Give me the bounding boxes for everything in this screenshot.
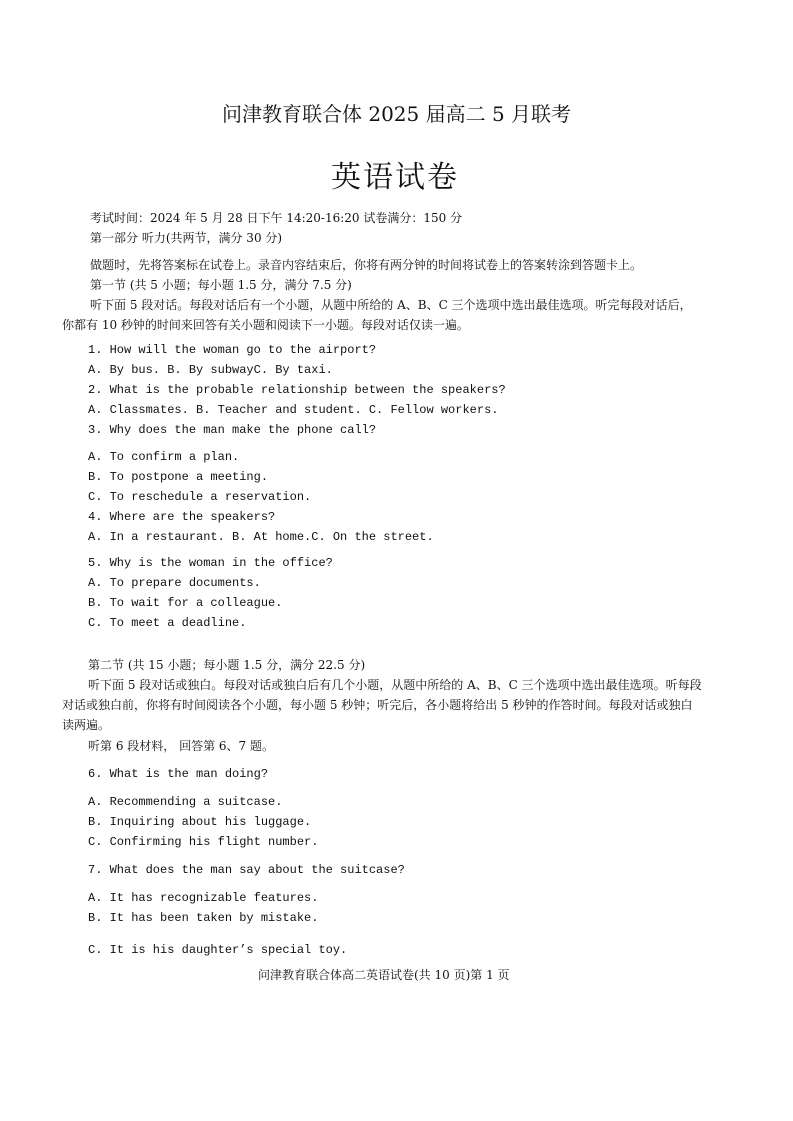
question-2-options: A. Classmates. B. Teacher and student. C. Fellow workers. xyxy=(88,403,499,417)
question-3: 3. Why does the man make the phone call? xyxy=(88,423,377,437)
question-6-option-b: B. Inquiring about his luggage. xyxy=(88,815,312,829)
part1-instruction: 做题时，先将答案标在试卷上。录音内容结束后，你将有两分钟的时间将试卷上的答案转涂到答题卡上。 xyxy=(90,258,643,272)
exam-subject-title: 英语试卷 xyxy=(331,160,459,195)
question-6: 6. What is the man doing? xyxy=(88,767,269,781)
question-1: 1. How will the woman go to the airport? xyxy=(88,343,377,357)
section2-instruction-line2: 对话或独白前，你将有时间阅读各个小题，每小题 5 秒钟；听完后，各小题将给出 5 秒钟的作答时间。每段对话或独白 xyxy=(62,698,693,712)
question-2: 2. What is the probable relationship between the speakers? xyxy=(88,383,506,397)
question-3-option-c: C. To reschedule a reservation. xyxy=(88,490,312,504)
question-5-option-a: A. To prepare documents. xyxy=(88,576,261,590)
question-7-option-b: B. It has been taken by mistake. xyxy=(88,911,319,925)
question-3-option-a: A. To confirm a plan. xyxy=(88,450,240,464)
page-footer: 问津教育联合体高二英语试卷(共 10 页)第 1 页 xyxy=(258,968,510,982)
material-6-instruction: 听第 6 段材料， 回答第 6、7 题。 xyxy=(88,739,274,753)
section1-title: 第一节 (共 5 小题；每小题 1.5 分，满分 7.5 分) xyxy=(90,278,352,292)
question-4: 4. Where are the speakers? xyxy=(88,510,276,524)
exam-header: 问津教育联合体 2025 届高二 5 月联考 xyxy=(222,102,572,126)
question-6-option-a: A. Recommending a suitcase. xyxy=(88,795,283,809)
question-7: 7. What does the man say about the suitcase? xyxy=(88,863,405,877)
section2-title: 第二节 (共 15 小题；每小题 1.5 分，满分 22.5 分) xyxy=(88,658,366,672)
part1-title: 第一部分 听力(共两节，满分 30 分) xyxy=(90,231,283,245)
exam-info: 考试时间：2024 年 5 月 28 日下午 14:20-16:20 试卷满分：150 分 xyxy=(90,211,463,225)
question-3-option-b: B. To postpone a meeting. xyxy=(88,470,269,484)
section2-instruction-line3: 读两遍。 xyxy=(62,718,111,732)
question-5-option-c: C. To meet a deadline. xyxy=(88,616,247,630)
section1-instruction-line2: 你都有 10 秒钟的时间来回答有关小题和阅读下一小题。每段对话仅读一遍。 xyxy=(62,318,469,332)
question-5: 5. Why is the woman in the office? xyxy=(88,556,333,570)
section1-instruction-line1: 听下面 5 段对话。每段对话后有一个小题，从题中所给的 A、B、C 三个选项中选出最佳选项。听完每段对话后， xyxy=(90,298,692,312)
question-5-option-b: B. To wait for a colleague. xyxy=(88,596,283,610)
question-1-options: A. By bus. B. By subwayC. By taxi. xyxy=(88,363,333,377)
question-6-option-c: C. Confirming his flight number. xyxy=(88,835,319,849)
question-4-options: A. In a restaurant. B. At home.C. On the street. xyxy=(88,530,434,544)
question-7-option-a: A. It has recognizable features. xyxy=(88,891,319,905)
section2-instruction-line1: 听下面 5 段对话或独白。每段对话或独白后有几个小题，从题中所给的 A、B、C 三个选项中选出最佳选项。听每段 xyxy=(88,678,702,692)
question-7-option-c: C. It is his daughter’s special toy. xyxy=(88,943,348,957)
